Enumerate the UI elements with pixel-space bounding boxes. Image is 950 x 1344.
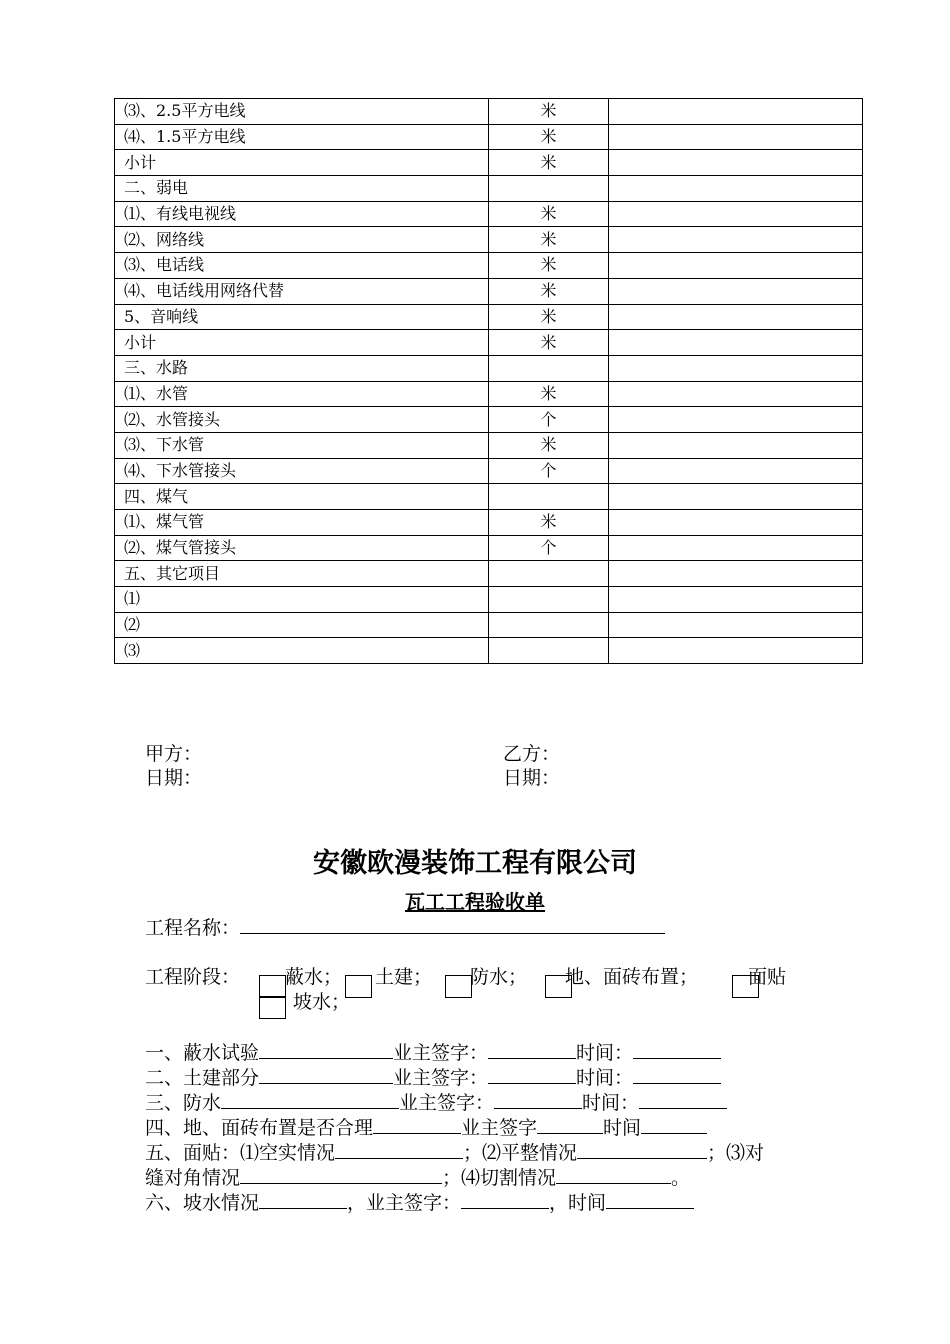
table-row — [115, 227, 863, 253]
item-cell: ⑵ — [115, 612, 489, 638]
party-a-label: 甲方： — [145, 743, 203, 765]
qty-cell[interactable] — [609, 510, 863, 536]
unit-cell: 个 — [489, 407, 609, 433]
qty-cell[interactable] — [609, 381, 863, 407]
item-1-label: 一、蔽水试验 — [145, 1042, 260, 1064]
item-3-owner-field[interactable] — [494, 1090, 582, 1109]
item-2-time-field[interactable] — [633, 1065, 721, 1084]
unit-cell — [489, 484, 609, 510]
qty-cell[interactable] — [609, 124, 863, 150]
item-cell: ⑴、有线电视线 — [115, 201, 489, 227]
item-cell: ⑷、下水管接头 — [115, 458, 489, 484]
item-6-cutting-field[interactable] — [556, 1165, 671, 1184]
table-row — [115, 201, 863, 227]
stage-checkbox-civil[interactable] — [345, 975, 372, 998]
item-cell: 5、音响线 — [115, 304, 489, 330]
qty-cell[interactable] — [609, 330, 863, 356]
stage-checkbox-tile-layout[interactable] — [545, 975, 572, 998]
table-row — [115, 432, 863, 458]
date-a-label: 日期： — [145, 767, 203, 789]
project-name-row — [145, 915, 665, 941]
table-row — [115, 381, 863, 407]
unit-cell: 米 — [489, 227, 609, 253]
unit-cell: 米 — [489, 253, 609, 279]
item-4-time-field[interactable] — [641, 1115, 707, 1134]
item-6-joint-field[interactable] — [240, 1165, 442, 1184]
table-row — [115, 535, 863, 561]
item-5-joint-label: ；⑶对 — [707, 1142, 765, 1164]
qty-cell[interactable] — [609, 278, 863, 304]
item-1-field[interactable] — [259, 1040, 393, 1059]
unit-cell: 米 — [489, 278, 609, 304]
table-row — [115, 510, 863, 536]
stage-label-facing: 面贴 — [748, 966, 787, 988]
item-cell: ⑶、下水管 — [115, 432, 489, 458]
item-5-flatness-label: ；⑵平整情况 — [463, 1142, 578, 1164]
item-line-6 — [145, 1165, 690, 1191]
qty-cell[interactable] — [609, 638, 863, 664]
item-4-label: 四、地、面砖布置是否合理 — [145, 1117, 374, 1139]
qty-cell[interactable] — [609, 484, 863, 510]
unit-cell — [489, 587, 609, 613]
item-6-end: 。 — [671, 1167, 691, 1189]
table-row — [115, 150, 863, 176]
item-cell: ⑵、网络线 — [115, 227, 489, 253]
table-row — [115, 355, 863, 381]
item-cell: ⑵、水管接头 — [115, 407, 489, 433]
item-3-field[interactable] — [221, 1090, 399, 1109]
item-5-hollow-field[interactable] — [335, 1140, 463, 1159]
table-row — [115, 484, 863, 510]
unit-cell: 米 — [489, 150, 609, 176]
item-2-time-label: 时间： — [576, 1067, 634, 1089]
qty-cell[interactable] — [609, 587, 863, 613]
qty-cell[interactable] — [609, 612, 863, 638]
unit-cell: 个 — [489, 458, 609, 484]
unit-cell — [489, 176, 609, 202]
qty-cell[interactable] — [609, 561, 863, 587]
unit-cell: 米 — [489, 432, 609, 458]
qty-cell[interactable] — [609, 458, 863, 484]
item-cell: 四、煤气 — [115, 484, 489, 510]
form-title-text: 瓦工工程验收单 — [405, 890, 545, 914]
unit-cell — [489, 355, 609, 381]
item-3-label: 三、防水 — [145, 1092, 222, 1114]
unit-cell: 米 — [489, 124, 609, 150]
table-row — [115, 253, 863, 279]
item-4-field[interactable] — [373, 1115, 461, 1134]
item-cell: ⑶ — [115, 638, 489, 664]
item-cell: 二、弱电 — [115, 176, 489, 202]
qty-cell[interactable] — [609, 150, 863, 176]
qty-cell[interactable] — [609, 407, 863, 433]
item-cell: ⑵、煤气管接头 — [115, 535, 489, 561]
item-cell: ⑴ — [115, 587, 489, 613]
item-line-4 — [145, 1115, 707, 1141]
qty-cell[interactable] — [609, 253, 863, 279]
item-5-flatness-field[interactable] — [577, 1140, 707, 1159]
item-cell: ⑶、2.5平方电线 — [115, 99, 489, 125]
stage-checkbox-facing[interactable] — [732, 975, 759, 998]
item-1-time-field[interactable] — [633, 1040, 721, 1059]
qty-cell[interactable] — [609, 176, 863, 202]
stage-label-waterproof-test: 蔽水； — [285, 966, 343, 988]
unit-cell — [489, 612, 609, 638]
item-7-time-label: ，时间 — [549, 1192, 607, 1214]
item-line-3 — [145, 1090, 727, 1116]
item-cell: ⑴、水管 — [115, 381, 489, 407]
item-7-owner-field[interactable] — [461, 1190, 549, 1209]
item-1-owner-label: 业主签字： — [393, 1042, 489, 1064]
item-line-2 — [145, 1065, 721, 1091]
date-b-label: 日期： — [503, 767, 561, 789]
project-name-label: 工程名称： — [145, 917, 241, 939]
party-b-label: 乙方： — [503, 743, 561, 765]
table-row — [115, 458, 863, 484]
item-5-label: 五、面贴：⑴空实情况 — [145, 1142, 336, 1164]
qty-cell[interactable] — [609, 355, 863, 381]
table-row — [115, 304, 863, 330]
qty-cell[interactable] — [609, 227, 863, 253]
item-cell: ⑷、电话线用网络代替 — [115, 278, 489, 304]
item-cell: 小计 — [115, 150, 489, 176]
unit-cell: 个 — [489, 535, 609, 561]
item-3-time-label: 时间： — [582, 1092, 640, 1114]
item-2-owner-field[interactable] — [488, 1065, 576, 1084]
unit-cell: 米 — [489, 304, 609, 330]
stage-checkbox-waterproofing[interactable] — [445, 975, 472, 998]
unit-cell: 米 — [489, 99, 609, 125]
qty-cell[interactable] — [609, 304, 863, 330]
company-name: 安徽欧漫装饰工程有限公司 — [313, 848, 637, 879]
table-row — [115, 407, 863, 433]
item-7-label: 六、坡水情况 — [145, 1192, 260, 1214]
item-3-time-field[interactable] — [639, 1090, 727, 1109]
item-2-owner-label: 业主签字： — [393, 1067, 489, 1089]
table-row — [115, 587, 863, 613]
item-line-5 — [145, 1140, 764, 1166]
stage-label: 工程阶段： — [145, 966, 241, 988]
item-cell: ⑴、煤气管 — [115, 510, 489, 536]
table-row — [115, 561, 863, 587]
item-4-owner-label: 业主签字 — [461, 1117, 538, 1139]
item-4-owner-field[interactable] — [537, 1115, 603, 1134]
stage-checkbox-slope[interactable] — [259, 996, 286, 1019]
qty-cell[interactable] — [609, 432, 863, 458]
table-row — [115, 176, 863, 202]
item-2-label: 二、土建部分 — [145, 1067, 260, 1089]
table-row — [115, 124, 863, 150]
stage-label-slope: 坡水； — [293, 991, 351, 1013]
project-name-field[interactable] — [240, 915, 665, 934]
table-row — [115, 330, 863, 356]
item-1-time-label: 时间： — [576, 1042, 634, 1064]
unit-cell: 米 — [489, 510, 609, 536]
stage-label-waterproofing: 防水； — [470, 966, 528, 988]
item-cell: 五、其它项目 — [115, 561, 489, 587]
stage-checkbox-waterproof-test[interactable] — [259, 975, 286, 998]
item-2-field[interactable] — [259, 1065, 393, 1084]
item-1-owner-field[interactable] — [488, 1040, 576, 1059]
item-7-owner-label: ，业主签字： — [347, 1192, 462, 1214]
table-row — [115, 99, 863, 125]
qty-cell[interactable] — [609, 535, 863, 561]
item-4-time-label: 时间 — [603, 1117, 642, 1139]
table-row — [115, 638, 863, 664]
unit-cell: 米 — [489, 330, 609, 356]
item-7-field[interactable] — [259, 1190, 347, 1209]
item-6-label: 缝对角情况 — [145, 1167, 241, 1189]
item-7-time-field[interactable] — [606, 1190, 694, 1209]
unit-cell — [489, 561, 609, 587]
stage-label-civil: 土建； — [375, 966, 433, 988]
item-line-1 — [145, 1040, 721, 1066]
qty-cell[interactable] — [609, 201, 863, 227]
qty-cell[interactable] — [609, 99, 863, 125]
materials-table — [114, 98, 863, 664]
item-cell: 三、水路 — [115, 355, 489, 381]
item-cell: ⑷、1.5平方电线 — [115, 124, 489, 150]
item-cell: ⑶、电话线 — [115, 253, 489, 279]
table-row — [115, 612, 863, 638]
unit-cell — [489, 638, 609, 664]
item-cell: 小计 — [115, 330, 489, 356]
form-title — [0, 888, 950, 916]
table-row — [115, 278, 863, 304]
stage-label-tile-layout: 地、面砖布置； — [565, 966, 699, 988]
unit-cell: 米 — [489, 201, 609, 227]
unit-cell: 米 — [489, 381, 609, 407]
item-3-owner-label: 业主签字： — [399, 1092, 495, 1114]
item-6-cutting-label: ；⑷切割情况 — [442, 1167, 557, 1189]
item-line-7 — [145, 1190, 694, 1216]
